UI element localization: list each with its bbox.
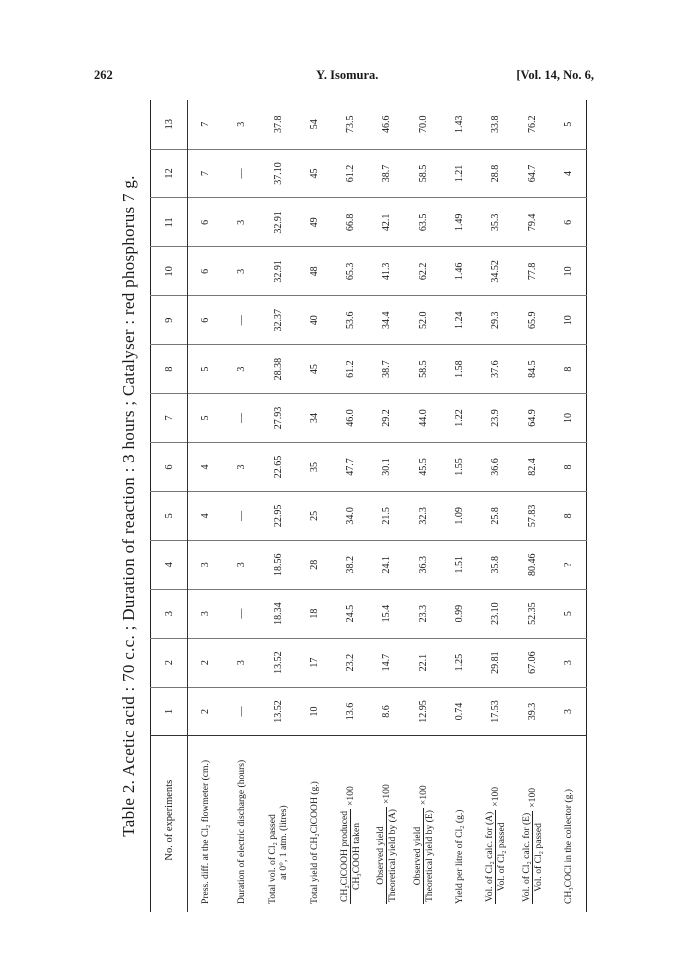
row-label: [260, 736, 296, 912]
table-cell: 1.46: [441, 247, 477, 296]
table-cell: —: [224, 589, 260, 638]
table-cell: 33.8: [478, 100, 514, 149]
row-label: [514, 736, 550, 912]
table-cell: 7: [188, 149, 224, 198]
table-cell: 15.4: [369, 589, 405, 638]
table-cell: 42.1: [369, 198, 405, 247]
data-table: [150, 100, 587, 912]
table-cell: 38.2: [333, 540, 369, 589]
fraction-label: [412, 808, 435, 904]
table-cell: 79.4: [514, 198, 550, 247]
table-cell: —: [224, 149, 260, 198]
fraction-label: [484, 810, 507, 904]
experiment-number: 11: [151, 198, 188, 247]
table-cell: 64.9: [514, 394, 550, 443]
table-cell: 13.52: [260, 638, 296, 687]
table-cell: 82.4: [514, 442, 550, 491]
running-author: Y. Isomura.: [316, 68, 379, 82]
table-cell: 38.7: [369, 345, 405, 394]
table-row: [333, 100, 369, 912]
table-cell: 39.3: [514, 687, 550, 736]
table-cell: ?: [550, 540, 586, 589]
experiment-number: 6: [151, 442, 188, 491]
table-body: [188, 100, 587, 912]
multiplier: ×100: [345, 786, 357, 806]
experiment-number: 9: [151, 296, 188, 345]
table-cell: 32.37: [260, 296, 296, 345]
experiment-number: 12: [151, 149, 188, 198]
table-cell: 34.4: [369, 296, 405, 345]
table-cell: 28: [296, 540, 332, 589]
table-cell: 53.6: [333, 296, 369, 345]
table-cell: 35.3: [478, 198, 514, 247]
table-cell: 4: [188, 491, 224, 540]
table-cell: 29.3: [478, 296, 514, 345]
table-cell: 18.34: [260, 589, 296, 638]
table-cell: 22.65: [260, 442, 296, 491]
multiplier: ×100: [417, 785, 429, 806]
table-cell: 2: [188, 638, 224, 687]
table-cell: 52.0: [405, 296, 441, 345]
table-cell: 18.56: [260, 540, 296, 589]
table-cell: 6: [188, 247, 224, 296]
fraction-denominator: Vol. of Cl₂ passed: [532, 823, 544, 892]
row-label: [369, 736, 405, 912]
table-row: [550, 100, 586, 912]
fraction-numerator: Vol. of Cl₂ calc. for (A): [484, 811, 496, 902]
table-cell: 32.91: [260, 198, 296, 247]
header-label: No. of experiments: [151, 736, 188, 912]
row-label: [296, 736, 332, 912]
table-row: [514, 100, 550, 912]
table-cell: 23.2: [333, 638, 369, 687]
table-cell: 6: [188, 198, 224, 247]
experiment-number: 8: [151, 345, 188, 394]
experiment-number: 4: [151, 540, 188, 589]
table-row: [478, 100, 514, 912]
table-cell: 8: [550, 442, 586, 491]
row-label: [478, 736, 514, 912]
table-cell: 35.8: [478, 540, 514, 589]
table-cell: 3: [224, 638, 260, 687]
table-cell: 3: [224, 345, 260, 394]
table-cell: 1.58: [441, 345, 477, 394]
table-cell: 3: [224, 100, 260, 149]
fraction-label: [375, 807, 398, 904]
row-label-text: Total vol. of Cl₂ passed: [267, 814, 279, 904]
table-cell: 44.0: [405, 394, 441, 443]
table-cell: 34: [296, 394, 332, 443]
table-caption: Table 2. Acetic acid : 70 c.c. ; Duration of reaction : 3 hours ; Catalyser : red phosphorus 7 g.: [119, 175, 138, 837]
row-label-text: Total yield of CH₂ClCOOH (g.): [308, 781, 320, 904]
row-label: [333, 736, 369, 912]
table-cell: 1.21: [441, 149, 477, 198]
table-cell: 6: [550, 198, 586, 247]
table-cell: 1.49: [441, 198, 477, 247]
table-cell: 36.3: [405, 540, 441, 589]
table-cell: 10: [296, 687, 332, 736]
table-cell: 34.52: [478, 247, 514, 296]
table-cell: 3: [224, 198, 260, 247]
table-cell: 1.22: [441, 394, 477, 443]
table-cell: 76.2: [514, 100, 550, 149]
table-cell: 29.81: [478, 638, 514, 687]
table-cell: 0.74: [441, 687, 477, 736]
table-cell: 0.99: [441, 589, 477, 638]
table-row: [369, 100, 405, 912]
table-cell: 45: [296, 149, 332, 198]
table-cell: 36.6: [478, 442, 514, 491]
row-label-text: Yield per litre of Cl₂ (g.): [453, 809, 465, 904]
row-label: [550, 736, 586, 912]
table-cell: 30.1: [369, 442, 405, 491]
table-cell: 12.95: [405, 687, 441, 736]
table-cell: 63.5: [405, 198, 441, 247]
table-cell: 48: [296, 247, 332, 296]
table-row: [260, 100, 296, 912]
table-cell: 45.5: [405, 442, 441, 491]
experiment-number: 3: [151, 589, 188, 638]
table-row: [441, 100, 477, 912]
experiment-number: 2: [151, 638, 188, 687]
table-cell: 3: [550, 687, 586, 736]
table-cell: 4: [188, 442, 224, 491]
table-cell: 49: [296, 198, 332, 247]
table-cell: 32.91: [260, 247, 296, 296]
table-cell: 32.3: [405, 491, 441, 540]
table-cell: 65.3: [333, 247, 369, 296]
table-cell: 3: [224, 540, 260, 589]
table-cell: 7: [188, 100, 224, 149]
table-cell: 61.2: [333, 149, 369, 198]
volume-info: [Vol. 14, No. 6,: [516, 68, 594, 82]
row-label: [405, 736, 441, 912]
table-row: [296, 100, 332, 912]
table-cell: 46.6: [369, 100, 405, 149]
table-cell: 45: [296, 345, 332, 394]
table-cell: 8: [550, 491, 586, 540]
table-cell: 23.9: [478, 394, 514, 443]
multiplier: ×100: [526, 787, 538, 808]
table-cell: 52.35: [514, 589, 550, 638]
table-cell: 5: [188, 345, 224, 394]
fraction-numerator: Vol. of Cl₂ calc. for (E): [520, 812, 532, 902]
table-cell: 62.2: [405, 247, 441, 296]
table-cell: 23.10: [478, 589, 514, 638]
table-cell: 28.8: [478, 149, 514, 198]
table-cell: —: [224, 394, 260, 443]
table-cell: —: [224, 296, 260, 345]
rotated-table-block: [112, 100, 588, 912]
row-label: [441, 736, 477, 912]
table-cell: 10: [550, 296, 586, 345]
table-cell: 37.6: [478, 345, 514, 394]
table-cell: 10: [550, 394, 586, 443]
table-header-row: [151, 100, 188, 912]
table-cell: 14.7: [369, 638, 405, 687]
table-cell: 65.9: [514, 296, 550, 345]
table-cell: 3: [188, 540, 224, 589]
table-cell: 57.83: [514, 491, 550, 540]
table-cell: 58.5: [405, 345, 441, 394]
table-cell: 67.06: [514, 638, 550, 687]
table-cell: 84.5: [514, 345, 550, 394]
table-cell: 37.10: [260, 149, 296, 198]
fraction-label: [521, 811, 544, 904]
table-cell: 1.43: [441, 100, 477, 149]
fraction-denominator: CH₃COOH taken: [351, 822, 363, 891]
table-cell: —: [224, 491, 260, 540]
table-cell: 38.7: [369, 149, 405, 198]
table-cell: 5: [550, 100, 586, 149]
fraction-numerator: CH₂ClCOOH produced: [339, 810, 351, 902]
fraction-denominator: Vol. of Cl₂ passed: [496, 822, 508, 892]
table-cell: 77.8: [514, 247, 550, 296]
table-cell: 8: [550, 345, 586, 394]
experiment-number: 5: [151, 491, 188, 540]
table-cell: 4: [550, 149, 586, 198]
table-cell: 29.2: [369, 394, 405, 443]
table-cell: 13.52: [260, 687, 296, 736]
table-cell: 3: [224, 442, 260, 491]
table-cell: 70.0: [405, 100, 441, 149]
table-cell: 5: [188, 394, 224, 443]
table-cell: 3: [224, 247, 260, 296]
fraction-numerator: Observed yield: [375, 807, 387, 904]
fraction-denominator: Theoretical yield by (E): [423, 810, 435, 902]
table-cell: 22.1: [405, 638, 441, 687]
table-cell: 22.95: [260, 491, 296, 540]
table-cell: 80.46: [514, 540, 550, 589]
table-cell: 47.7: [333, 442, 369, 491]
table-cell: 54: [296, 100, 332, 149]
fraction-denominator: Theoretical yield by (A): [387, 809, 399, 902]
table-cell: 17: [296, 638, 332, 687]
row-label-subtext: at 0°, 1 atm. (litres): [278, 805, 290, 880]
table-cell: 6: [188, 296, 224, 345]
experiment-number: 13: [151, 100, 188, 149]
page-number: 262: [94, 68, 113, 82]
table-cell: 66.8: [333, 198, 369, 247]
table-row: [405, 100, 441, 912]
table-cell: 13.6: [333, 687, 369, 736]
table-cell: 3: [188, 589, 224, 638]
table-cell: 34.0: [333, 491, 369, 540]
table-cell: 1.51: [441, 540, 477, 589]
row-label-text: CH₃COCl in the collector (g.): [562, 789, 574, 904]
table-cell: 17.53: [478, 687, 514, 736]
table-cell: 18: [296, 589, 332, 638]
table-cell: 40: [296, 296, 332, 345]
table-cell: 25: [296, 491, 332, 540]
table-cell: 24.1: [369, 540, 405, 589]
row-label: [188, 736, 224, 912]
experiment-number: 10: [151, 247, 188, 296]
table-cell: 37.8: [260, 100, 296, 149]
table-cell: 28.38: [260, 345, 296, 394]
table-cell: 8.6: [369, 687, 405, 736]
multiplier: ×100: [381, 784, 393, 805]
table-cell: 61.2: [333, 345, 369, 394]
page-header: [94, 68, 594, 88]
table-cell: 5: [550, 589, 586, 638]
table-cell: 23.3: [405, 589, 441, 638]
table-cell: 58.5: [405, 149, 441, 198]
table-cell: 3: [550, 638, 586, 687]
row-label-text: Press. diff. at the Cl₂ flowmeter (cm.): [200, 759, 212, 904]
multiplier: ×100: [490, 786, 502, 807]
table-cell: 1.24: [441, 296, 477, 345]
table-cell: 1.09: [441, 491, 477, 540]
experiment-number: 1: [151, 687, 188, 736]
table-cell: 27.93: [260, 394, 296, 443]
table-cell: 1.25: [441, 638, 477, 687]
table-cell: 64.7: [514, 149, 550, 198]
experiment-number: 7: [151, 394, 188, 443]
table-cell: 1.55: [441, 442, 477, 491]
table-cell: 46.0: [333, 394, 369, 443]
fraction-label: [339, 809, 362, 904]
table-cell: 73.5: [333, 100, 369, 149]
row-label: [224, 736, 260, 912]
fraction-numerator: Observed yield: [412, 808, 424, 904]
table-cell: 2: [188, 687, 224, 736]
table-cell: 41.3: [369, 247, 405, 296]
table-cell: 35: [296, 442, 332, 491]
table-cell: —: [224, 687, 260, 736]
table-row: [224, 100, 260, 912]
table-cell: 10: [550, 247, 586, 296]
table-cell: 25.8: [478, 491, 514, 540]
table-cell: 24.5: [333, 589, 369, 638]
table-row: [188, 100, 224, 912]
table-cell: 21.5: [369, 491, 405, 540]
row-label-text: Duration of electric discharge (hours): [236, 759, 248, 904]
